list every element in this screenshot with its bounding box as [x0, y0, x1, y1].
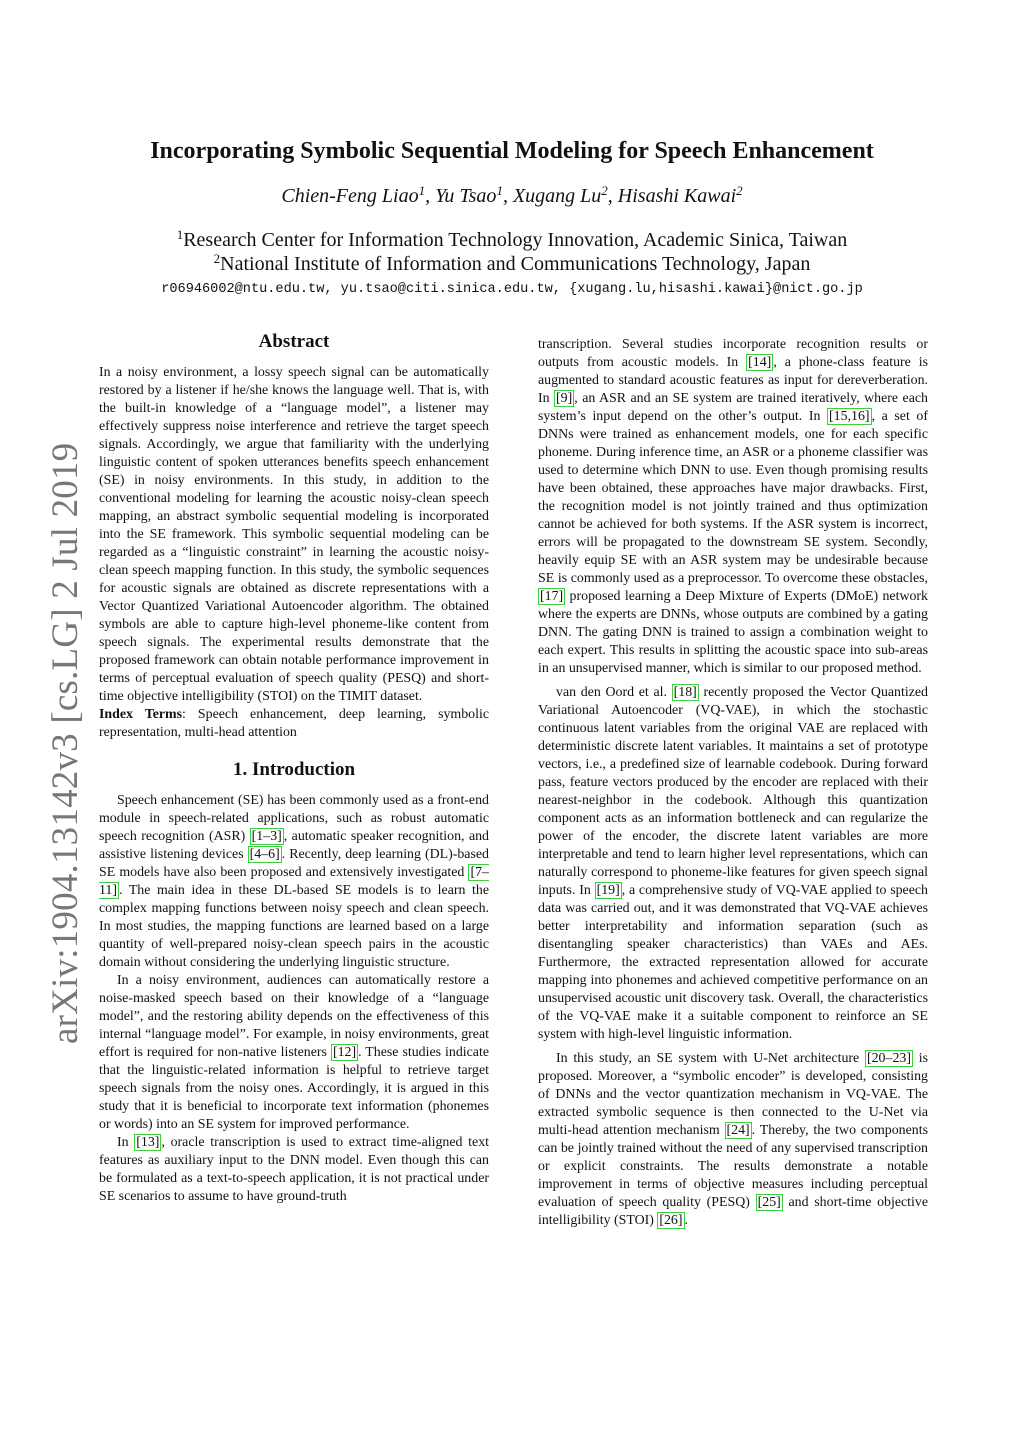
- affiliation-2: $^2$National Institute of Information and Communications Technology, Japan: [213, 250, 811, 275]
- intro-paragraph-6: In this study, an SE system with U-Net architecture [20–23] is proposed. Moreover, a “symbolic encoder” is developed, consisting of DNNs and the vector quantization mechanism in VQ-VAE. The extracted symbolic sequence is then connected to the U-Net via multi-head attention mechanism [24] . Thereby, the two components can be jointly trained without the need of any supervised transcription or explicit constraints. The results demonstrate a notable improvement in terms of objective measures including perceptual evaluation of speech quality (PESQ) [25] and short-time objective intelligibility (STOI) [26] .: [538, 1051, 928, 1228]
- citation-link[interactable]: [12]: [332, 1045, 357, 1060]
- author-affiliation-mark: 1: [496, 182, 503, 198]
- citation-link[interactable]: [14]: [748, 355, 772, 370]
- intro-paragraph-1: Speech enhancement (SE) has been commonly used as a front-end module in speech-related applications, such as robust automatic speech recognition (ASR) [1–3] , automatic speaker recognition, and assistive listening devices [4–6] . Recently, deep learning (DL)-based SE models have also been proposed and extensively investigated [7–11] . The main idea in these DL-based SE models is to learn the complex mapping functions between noisy speech and clean speech. In most studies, the mapping functions are learned based on a large quantity of well-prepared noisy-clean speech pairs in the acoustic domain without considering the underlying linguistic structure.: [99, 793, 489, 970]
- index-terms: Index Terms: Speech enhancement, deep learning, symbolic representation, multi-head attention: [99, 707, 489, 740]
- citation-link[interactable]: [7–11]: [99, 865, 489, 898]
- citation-link[interactable]: [19]: [596, 883, 620, 898]
- citation-link[interactable]: [25]: [757, 1195, 781, 1210]
- introduction-heading: 1. Introduction: [232, 759, 356, 780]
- arxiv-side-stamp: arXiv:1904.13142v3 [cs.LG] 2 Jul 2019: [45, 442, 86, 1044]
- author-name: Yu Tsao: [435, 185, 497, 207]
- index-terms-label: Index Terms: [99, 707, 183, 722]
- author-emails: r06946002@ntu.edu.tw, yu.tsao@citi.sinica.edu.tw, {xugang.lu,hisashi.kawai}@nict.go.jp: [161, 282, 863, 297]
- citation-link[interactable]: [18]: [673, 685, 697, 700]
- author-name: Chien-Feng Liao: [281, 185, 419, 207]
- citation-link[interactable]: [9]: [556, 391, 573, 406]
- left-column: [99, 330, 489, 1206]
- author-affiliation-mark: 1: [418, 182, 426, 198]
- abstract-text: In a noisy environment, a lossy speech signal can be automatically restored by a listener if he/she knows the language well. That is, with the built-in knowledge of a “language model”, a listener may effectively suppress noise interference and retrieve the target speech signals. Accordingly, we argue that familiarity with the underlying linguistic content of spoken utterances benefits speech enhancement (SE) in noisy environments. In this study, in addition to the conventional modeling for learning the acoustic noisy-clean speech mapping, an abstract symbolic sequential modeling is incorporated into the SE framework. This symbolic sequential modeling can be regarded as a “linguistic constraint” in learning the acoustic noisy-clean speech mapping function. In this study, the symbolic sequences for acoustic signals are obtained as discrete representations with a Vector Quantized Variational Autoencoder algorithm. The obtained symbols are able to capture high-level phoneme-like content from speech signals. The experimental results demonstrate that the proposed framework can obtain notable performance improvement in terms of perceptual evaluation of speech quality (PESQ) and short-time objective intelligibility (STOI) on the TIMIT dataset.: [99, 365, 489, 704]
- citation-link[interactable]: [17]: [540, 589, 564, 604]
- author-name: Hisashi Kawai: [617, 185, 737, 207]
- author-list: Chien-Feng Liao$^1$, Yu Tsao$^1$, Xugang Lu$^2$, Hisashi Kawai$^2$: [281, 182, 743, 207]
- paper-title: Incorporating Symbolic Sequential Modeling for Speech Enhancement: [150, 138, 874, 164]
- citation-link[interactable]: [26]: [659, 1213, 683, 1228]
- citation-link[interactable]: [24]: [726, 1123, 750, 1138]
- affiliation-1: $^1$Research Center for Information Technology Innovation, Academic Sinica, Taiwan: [176, 226, 848, 251]
- citation-link[interactable]: [15,16]: [829, 409, 870, 424]
- intro-paragraph-4: transcription. Several studies incorporate recognition results or outputs from acoustic models. In [14] , a phone-class feature is augmented to standard acoustic features as input for dereverberation. In [9] , an ASR and an SE system are trained iteratively, where each system’s input depend on the other’s output. In [15,16] , a set of DNNs were trained as enhancement models, one for each specific phoneme. During inference time, an ASR or a phoneme classifier was used to determine which DNN to use. Even though promising results have been obtained, these approaches have major drawbacks. First, the recognition model is not jointly trained and thus optimization cannot be achieved for both systems. If the ASR system is incorrect, errors will be propagated to the downstream SE system. Secondly, heavily equip SE with an ASR system may be undesirable because SE is commonly used as a preprocessor. To overcome these obstacles, [17] proposed learning a Deep Mixture of Experts (DMoE) network where the experts are DNNs, whose outputs are combined by a gating DNN. The gating DNN is trained to assign a combination weight to each expert. This results in splitting the acoustic space into sub-areas in an unsupervised manner, which is similar to our proposed method.: [538, 337, 928, 676]
- citation-link[interactable]: [13]: [136, 1135, 160, 1150]
- intro-paragraph-2: In a noisy environment, audiences can automatically restore a noise-masked speech based on their knowledge of a “language model”, and the restoring ability depends on the effectiveness of this internal “language model”. For example, in noisy environments, great effort is required for non-native listeners [12] . These studies indicate that the linguistic-related information is helpful to retrieve target speech signals from the noisy ones. Accordingly, it is argued in this study that it is beneficial to incorporate text information (phonemes or words) into an SE system for improved performance.: [99, 973, 489, 1132]
- author-affiliation-mark: 2: [736, 182, 743, 198]
- author-affiliation-mark: 2: [601, 182, 608, 198]
- author-name: Xugang Lu: [512, 185, 602, 207]
- citation-link[interactable]: [4–6]: [249, 847, 280, 862]
- right-column: [538, 336, 928, 1230]
- abstract-heading: Abstract: [258, 331, 330, 352]
- intro-paragraph-3: In [13] , oracle transcription is used to extract time-aligned text features as auxiliary input to the DNN model. Even though this can be formulated as a text-to-speech application, it is not practical under SE scenarios to assume to have ground-truth: [99, 1135, 490, 1204]
- citation-link[interactable]: [1–3]: [251, 829, 282, 844]
- intro-paragraph-5: van den Oord et al. [18] recently proposed the Vector Quantized Variational Autoencoder (VQ-VAE), in which the stochastic continuous latent variables from the original VAE are replaced with deterministic discrete latent variables. It maintains a set of prototype vectors, i.e., a predefined size of learnable codebook. During forward pass, feature vectors produced by the encoder are replaced with their nearest-neighbor in the codebook. Although this quantization component acts as an information bottleneck and can regularize the power of the encoder, the discrete latent variables are more interpretable and tend to learn higher level representations, which can naturally correspond to phoneme-like features for given speech signal inputs. In [19] , a comprehensive study of VQ-VAE applied to speech data was carried out, and it was demonstrated that VQ-VAE achieves better interpretability and information separation (such as disentangling speaker characteristics) than VAEs and AEs. Furthermore, the extracted representation allowed for accurate mapping into phonemes and achieved competitive performance on an unsupervised acoustic unit discovery task. Overall, the characteristics of the VQ-VAE make it a suitable component to reinforce an SE system with high-level linguistic information.: [538, 685, 928, 1042]
- citation-link[interactable]: [20–23]: [866, 1051, 911, 1066]
